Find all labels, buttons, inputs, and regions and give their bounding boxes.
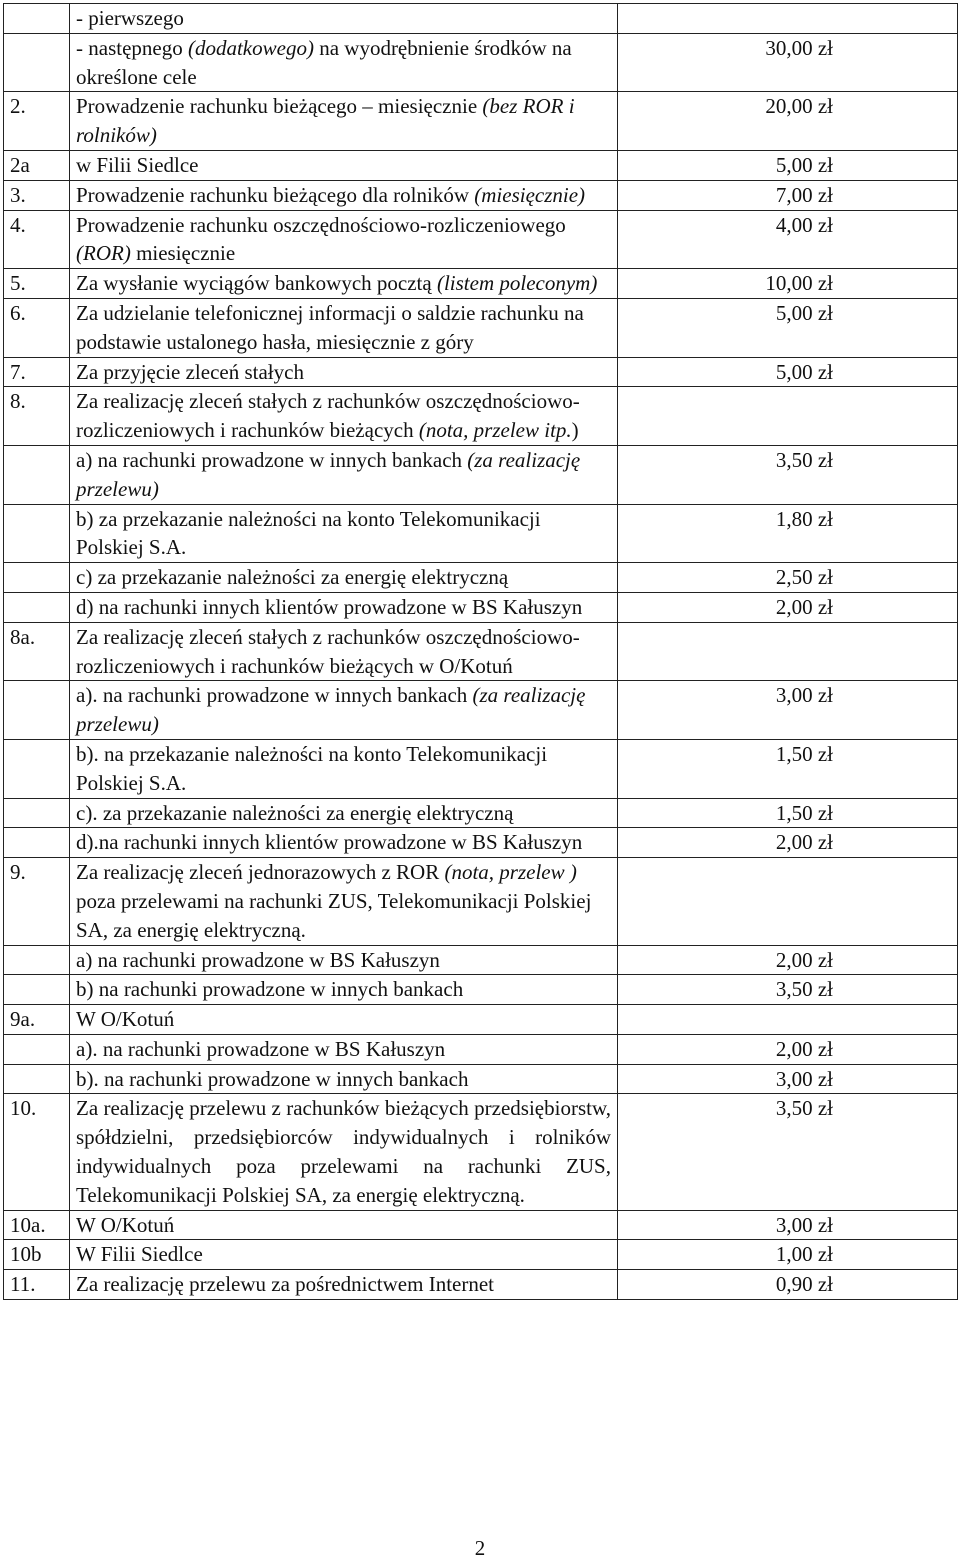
item-number: 9a. <box>4 1005 70 1035</box>
description-segment: Za realizację zleceń stałych z rachunków oszczędnościowo-rozliczeniowych i rachunków bieżących w O/Kotuń <box>76 624 580 678</box>
item-number: 2. <box>4 92 70 151</box>
item-number: 9. <box>4 858 70 945</box>
fee-amount: 1,80 zł <box>618 504 958 563</box>
fee-amount <box>618 387 958 446</box>
description-segment: W Filii Siedlce <box>76 1242 203 1267</box>
item-number <box>4 975 70 1005</box>
fee-row <box>4 180 958 210</box>
description-segment: Za realizację zleceń jednorazowych z ROR <box>76 860 445 885</box>
fee-amount: 3,50 zł <box>618 1094 958 1210</box>
description-segment: b) na rachunki prowadzone w innych bankach <box>76 977 464 1002</box>
fee-row <box>4 92 958 151</box>
service-description <box>70 828 618 858</box>
fee-row <box>4 298 958 357</box>
fee-amount <box>618 1005 958 1035</box>
fee-amount: 3,00 zł <box>618 1064 958 1094</box>
fee-amount: 3,00 zł <box>618 681 958 740</box>
description-segment: Za przyjęcie zleceń stałych <box>76 359 304 384</box>
fee-row <box>4 1034 958 1064</box>
item-number <box>4 1064 70 1094</box>
item-number <box>4 828 70 858</box>
description-segment: Za realizację zleceń stałych z rachunków oszczędnościowo- rozliczeniowych i rachunków bieżących <box>76 389 580 443</box>
fee-row <box>4 4 958 34</box>
item-number <box>4 739 70 798</box>
fee-amount: 5,00 zł <box>618 150 958 180</box>
fee-row <box>4 1270 958 1300</box>
fee-row <box>4 975 958 1005</box>
fee-row <box>4 592 958 622</box>
service-description <box>70 1270 618 1300</box>
fee-row <box>4 622 958 681</box>
service-description <box>70 180 618 210</box>
description-segment: a). na rachunki prowadzone w innych bankach <box>76 683 473 708</box>
fee-amount <box>618 4 958 34</box>
description-segment: ) <box>571 418 579 443</box>
fee-amount <box>618 622 958 681</box>
service-description <box>70 504 618 563</box>
description-segment: Za udzielanie telefonicznej informacji o saldzie rachunku na podstawie ustalonego hasła, miesięcznie z góry <box>76 300 584 354</box>
item-number: 8. <box>4 387 70 446</box>
item-number <box>4 798 70 828</box>
service-description <box>70 269 618 299</box>
description-segment: Prowadzenie rachunku bieżącego – miesięcznie <box>76 94 483 119</box>
service-description <box>70 1034 618 1064</box>
description-italic-segment: (dodatkowego) <box>187 35 314 60</box>
service-description <box>70 681 618 740</box>
item-number: 3. <box>4 180 70 210</box>
fee-row <box>4 269 958 299</box>
item-number: 10. <box>4 1094 70 1210</box>
service-description <box>70 1094 618 1210</box>
service-description <box>70 33 618 92</box>
description-segment: Prowadzenie rachunku oszczędnościowo-rozliczeniowego <box>76 212 566 237</box>
fee-amount <box>618 858 958 945</box>
fee-amount: 0,90 zł <box>618 1270 958 1300</box>
fee-amount: 2,00 zł <box>618 945 958 975</box>
description-segment: W O/Kotuń <box>76 1212 175 1237</box>
service-description <box>70 798 618 828</box>
description-segment: - pierwszego <box>76 6 184 30</box>
fee-row <box>4 945 958 975</box>
item-number <box>4 504 70 563</box>
service-description <box>70 945 618 975</box>
fee-row <box>4 1210 958 1240</box>
description-segment: b) za przekazanie należności na konto Telekomunikacji Polskiej S.A. <box>76 506 541 560</box>
service-description <box>70 92 618 151</box>
description-segment: Prowadzenie rachunku bieżącego dla rolników <box>76 182 475 207</box>
fee-amount: 3,00 zł <box>618 1210 958 1240</box>
description-segment: c) za przekazanie należności za energię elektryczną <box>76 565 509 590</box>
service-description <box>70 1005 618 1035</box>
item-number: 6. <box>4 298 70 357</box>
item-number: 10b <box>4 1240 70 1270</box>
description-italic-segment: (nota, przelew itp. <box>418 418 572 443</box>
service-description <box>70 858 618 945</box>
description-segment: Za realizację przelewu za pośrednictwem Internet <box>76 1272 495 1297</box>
item-number <box>4 445 70 504</box>
fee-amount: 7,00 zł <box>618 180 958 210</box>
description-segment: b). na przekazanie należności na konto Telekomunikacji Polskiej S.A. <box>76 741 548 795</box>
fee-row <box>4 33 958 92</box>
item-number <box>4 945 70 975</box>
fee-row <box>4 387 958 446</box>
description-segment: a). na rachunki prowadzone w BS Kałuszyn <box>76 1036 446 1061</box>
fee-amount: 1,00 zł <box>618 1240 958 1270</box>
service-description <box>70 592 618 622</box>
fee-row <box>4 858 958 945</box>
service-description <box>70 298 618 357</box>
fee-amount: 5,00 zł <box>618 357 958 387</box>
fee-amount: 4,00 zł <box>618 210 958 269</box>
description-italic-segment: (miesięcznie) <box>474 182 586 207</box>
item-number <box>4 563 70 593</box>
item-number <box>4 681 70 740</box>
description-segment: a) na rachunki prowadzone w innych bankach <box>76 447 468 472</box>
description-italic-segment: (za realizację przelewu) <box>76 447 581 501</box>
item-number: 5. <box>4 269 70 299</box>
description-italic-segment: (bez ROR i rolników) <box>76 94 575 148</box>
service-description <box>70 387 618 446</box>
description-segment: d).na rachunki innych klientów prowadzone w BS Kałuszyn <box>76 830 583 855</box>
service-description <box>70 739 618 798</box>
item-number: 8a. <box>4 622 70 681</box>
fee-amount: 2,00 zł <box>618 1034 958 1064</box>
fee-amount: 30,00 zł <box>618 33 958 92</box>
fee-row <box>4 1005 958 1035</box>
description-segment: miesięcznie <box>130 241 236 266</box>
description-segment: Za wysłanie wyciągów bankowych pocztą <box>76 271 437 296</box>
fee-table <box>3 3 958 1300</box>
description-italic-segment: (listem poleconym) <box>436 271 598 296</box>
service-description <box>70 1064 618 1094</box>
description-segment: a) na rachunki prowadzone w BS Kałuszyn <box>76 947 440 972</box>
service-description <box>70 1210 618 1240</box>
fee-row <box>4 150 958 180</box>
service-description <box>70 975 618 1005</box>
fee-row <box>4 1064 958 1094</box>
fee-row <box>4 563 958 593</box>
item-number: 7. <box>4 357 70 387</box>
fee-row <box>4 210 958 269</box>
item-number: 10a. <box>4 1210 70 1240</box>
description-segment: w Filii Siedlce <box>76 152 199 177</box>
description-italic-segment: (za realizację przelewu) <box>76 683 586 737</box>
fee-amount: 20,00 zł <box>618 92 958 151</box>
fee-amount: 3,50 zł <box>618 975 958 1005</box>
fee-row <box>4 681 958 740</box>
item-number <box>4 592 70 622</box>
service-description <box>70 1240 618 1270</box>
fee-table-body <box>4 4 958 1300</box>
description-segment: W O/Kotuń <box>76 1007 175 1032</box>
fee-row <box>4 739 958 798</box>
item-number <box>4 33 70 92</box>
description-segment: poza przelewami na rachunki ZUS, Telekomunikacji Polskiej SA, za energię elektryczną. <box>76 888 592 942</box>
service-description <box>70 210 618 269</box>
fee-row <box>4 504 958 563</box>
fee-amount: 2,50 zł <box>618 563 958 593</box>
fee-amount: 1,50 zł <box>618 798 958 828</box>
item-number <box>4 4 70 34</box>
page-number: 2 <box>474 1536 486 1560</box>
fee-row <box>4 357 958 387</box>
service-description <box>70 150 618 180</box>
description-segment: na wyodrębnienie środków na określone cele <box>76 35 572 89</box>
fee-row <box>4 1240 958 1270</box>
fee-amount: 2,00 zł <box>618 592 958 622</box>
service-description <box>70 4 618 34</box>
fee-amount: 2,00 zł <box>618 828 958 858</box>
description-segment: d) na rachunki innych klientów prowadzone w BS Kałuszyn <box>76 594 583 619</box>
description-segment: - następnego <box>76 35 188 60</box>
service-description <box>70 622 618 681</box>
description-segment: Za realizację przelewu z rachunków bieżących przedsiębiorstw, spółdzielni, przedsiębiorców indywidualnych i rolników indywidualnych poza przelewami na rachunki ZUS, Telekomunikacji Polskiej SA, za energię elektryczną. <box>76 1096 611 1207</box>
service-description <box>70 357 618 387</box>
fee-amount: 5,00 zł <box>618 298 958 357</box>
description-segment: c). za przekazanie należności za energię elektryczną <box>76 800 514 825</box>
service-description <box>70 445 618 504</box>
service-description <box>70 563 618 593</box>
fee-amount: 1,50 zł <box>618 739 958 798</box>
item-number: 11. <box>4 1270 70 1300</box>
description-segment: b). na rachunki prowadzone w innych bankach <box>76 1066 469 1091</box>
fee-row <box>4 798 958 828</box>
fee-row <box>4 828 958 858</box>
fee-amount: 3,50 zł <box>618 445 958 504</box>
fee-amount: 10,00 zł <box>618 269 958 299</box>
description-italic-segment: (nota, przelew ) <box>444 860 577 885</box>
description-italic-segment: (ROR) <box>76 241 131 266</box>
item-number: 4. <box>4 210 70 269</box>
item-number <box>4 1034 70 1064</box>
fee-row <box>4 1094 958 1210</box>
fee-row <box>4 445 958 504</box>
item-number: 2a <box>4 150 70 180</box>
